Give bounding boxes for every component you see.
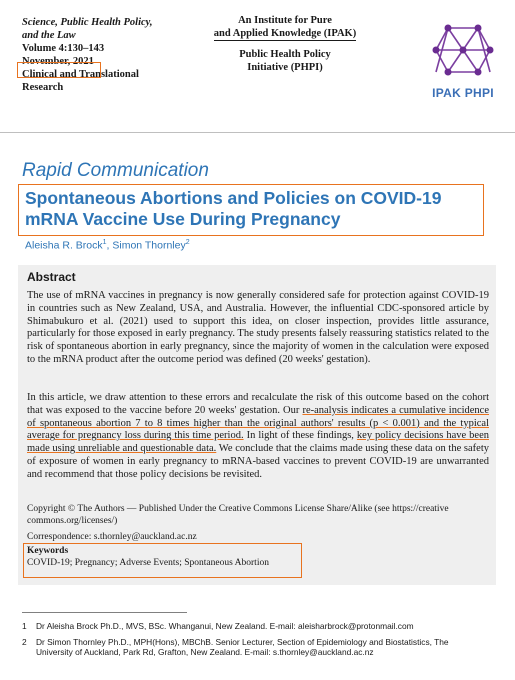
- footnote-2: [22, 637, 507, 657]
- article-type: Rapid Communication: [22, 160, 209, 181]
- category-line-1: Clinical and Translational: [22, 69, 139, 80]
- abstract-p2-part-c: In light of these findings,: [243, 430, 357, 442]
- article-title: Spontaneous Abortions and Policies on COVID-19 mRNA Vaccine Use During Pregnancy: [25, 188, 442, 229]
- initiative-line-2: Initiative (PHPI): [247, 62, 323, 73]
- author-separator: ,: [106, 239, 113, 252]
- institute-info: [200, 14, 370, 74]
- author-1: Aleisha R. Brock: [25, 239, 103, 252]
- institute-line-2: and Applied Knowledge (IPAK): [213, 28, 357, 39]
- keywords-list: COVID-19; Pregnancy; Adverse Events; Spontaneous Abortion: [27, 558, 269, 568]
- footnote-2-text-line-2: University of Auckland, Park Rd, Grafton, New Zealand. E-mail: s.thornley@auckland.ac.nz: [36, 647, 374, 657]
- issue-date: November, 2021: [22, 56, 94, 67]
- journal-title-line-1: Science, Public Health Policy,: [22, 17, 153, 28]
- author-1-affiliation: 1: [102, 239, 107, 246]
- initiative-line-1: Public Health Policy: [239, 49, 331, 60]
- footnote-divider: [22, 612, 187, 613]
- abstract-p2-highlight-2: key policy decisions have been made using unreliable and questionable data.: [27, 430, 489, 455]
- correspondence: Correspondence: s.thornley@auckland.ac.nz: [27, 532, 197, 542]
- footnote-1-text: Dr Aleisha Brock Ph.D., MVS, BSc. Whanganui, New Zealand. E-mail: aleisharbrock@protonmail.com: [36, 621, 414, 631]
- keywords-heading: Keywords: [27, 546, 69, 556]
- abstract-p2-part-a: In this article, we draw attention to these errors and recalculate the risk of this outcome based on the cohort that was exposed to the vaccine before 20 weeks' gestation. Our: [27, 392, 489, 416]
- author-2-affiliation: 2: [185, 239, 190, 246]
- footnote-1: [22, 621, 507, 631]
- date-highlight-box: [17, 62, 101, 78]
- authors: [25, 239, 190, 252]
- volume: Volume 4:130–143: [22, 43, 105, 54]
- footnote-2-number: 2: [22, 637, 27, 647]
- footnote-1-number: 1: [22, 621, 27, 631]
- abstract-paragraph-2: [27, 392, 489, 482]
- institute-line-1: An Institute for Pure: [238, 15, 332, 26]
- copyright-notice: Copyright © The Authors — Published Under the Creative Commons License Share/Alike (see https://creative commons.org/licenses/): [27, 504, 449, 526]
- journal-info: [22, 16, 172, 94]
- category-line-2: Research: [22, 82, 64, 93]
- header-divider: [0, 132, 515, 133]
- abstract-p2-highlight-1: re-analysis indicates a cumulative incidence of spontaneous abortion 7 to 8 times higher than the original authors' results (p < 0.001) and the typical average for pregnancy loss during this time period.: [27, 404, 490, 442]
- footnote-2-text-line-1: Dr Simon Thornley Ph.D., MPH(Hons), MBChB. Senior Lecturer, Section of Epidemiology and Biostatistics, The: [36, 637, 449, 647]
- abstract-p2-part-e: We conclude that the claims made using these data on the safety of exposure of women in early pregnancy to mRNA-based vaccines to prevent COVID-19 are unwarranted and recommend that those policy decisions be revisited.: [27, 443, 489, 480]
- abstract-heading: Abstract: [27, 270, 76, 284]
- author-2: Simon Thornley: [112, 239, 186, 252]
- journal-title-line-2: and the Law: [22, 30, 76, 41]
- logo-text: IPAK PHPI: [432, 86, 494, 100]
- abstract-paragraph-1: The use of mRNA vaccines in pregnancy is now generally considered safe for protection against COVID-19 in countries such as New Zealand, USA, and Australia. However, the influential CDC-sponsored article by Shimabukuro et al. (2021) used to support this idea, on closer inspection, provides little assurance, particularly for those exposed in early pregnancy. The study presents falsely reassuring statistics related to the risk of spontaneous abortion in early pregnancy, since the majority of women in the calculation were exposed to the mRNA product after the outcome period was defined (20 weeks' gestation).: [27, 290, 489, 365]
